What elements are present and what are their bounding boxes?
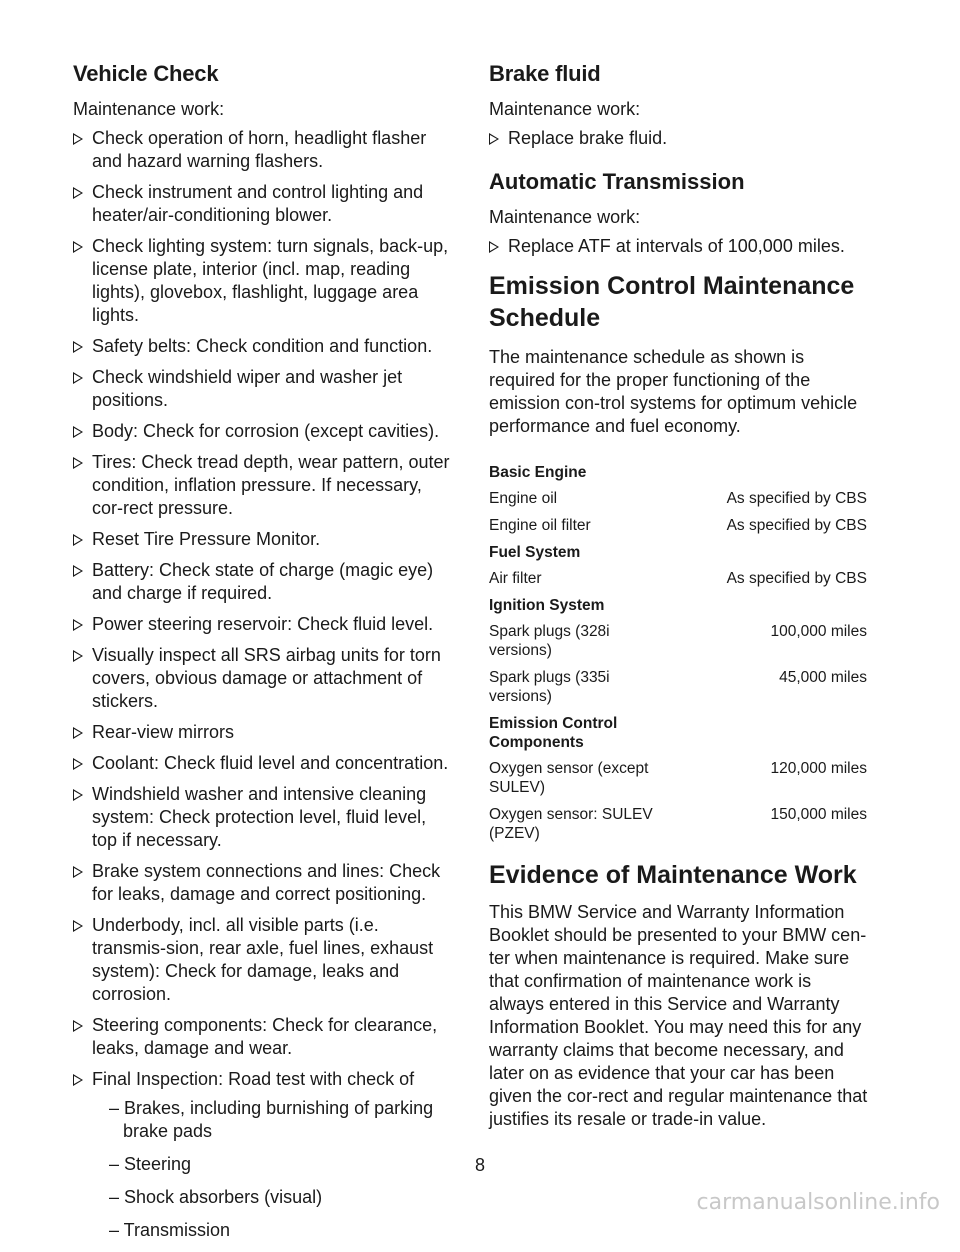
triangle-bullet-icon [73,1074,83,1086]
right-column [489,60,869,1131]
table-row: Oxygen sensor: SULEV (PZEV) 150,000 miles [489,806,867,842]
list-item: Brake system connections and lines: Check for leaks, damage and correct positioning. [73,860,453,906]
sub-list-item: – Shock absorbers (visual) [109,1187,323,1207]
list-item: Underbody, incl. all visible parts (i.e. transmis-sion, rear axle, fuel lines, exhaust system): Check for damage, leaks and corrosion. [73,914,453,1006]
section-ignition-system: Ignition System [489,597,605,614]
triangle-bullet-icon [73,457,83,469]
list-item: Check windshield wiper and washer jet positions. [73,366,453,412]
triangle-bullet-icon [73,619,83,631]
brake-fluid-intro: Maintenance work: [489,99,641,119]
vehicle-check-intro: Maintenance work: [73,99,225,119]
triangle-bullet-icon [73,133,83,145]
list-item: Tires: Check tread depth, wear pattern, outer condition, inflation pressure. If necessary, cor-rect pressure. [73,451,453,520]
list-item: Replace brake fluid. [489,127,869,150]
triangle-bullet-icon [73,866,83,878]
list-item: Battery: Check state of charge (magic eye) and charge if required. [73,559,453,605]
triangle-bullet-icon [73,727,83,739]
triangle-bullet-icon [489,133,499,145]
sub-list-item: – Steering [109,1154,192,1174]
page-number: 8 [474,1155,485,1175]
list-item: Coolant: Check fluid level and concentration. [73,752,453,775]
triangle-bullet-icon [73,789,83,801]
triangle-bullet-icon [73,758,83,770]
table-row: Spark plugs (335i versions) 45,000 miles [489,669,867,705]
triangle-bullet-icon [489,241,499,253]
table-row: Oxygen sensor (except SULEV) 120,000 miles [489,760,867,796]
sub-list-item: – Transmission [109,1220,231,1240]
list-item: Check instrument and control lighting and heater/air-conditioning blower. [73,181,453,227]
list-item: Final Inspection: Road test with check of – Brakes, including burnishing of parking brake pads – Steering – Shock absorbers (visual) – Transmission [73,1068,453,1242]
evidence-heading: Evidence of Maintenance Work [489,861,857,889]
list-item: Body: Check for corrosion (except cavities). [73,420,453,443]
brake-fluid-list [489,127,869,150]
triangle-bullet-icon [73,920,83,932]
emission-schedule-table [489,463,867,851]
list-item: Check operation of horn, headlight flasher and hazard warning flashers. [73,127,453,173]
section-fuel-system: Fuel System [489,544,581,561]
triangle-bullet-icon [73,341,83,353]
vehicle-check-list [73,127,453,1242]
list-item: Power steering reservoir: Check fluid level. [73,613,453,636]
triangle-bullet-icon [73,534,83,546]
list-item: Replace ATF at intervals of 100,000 miles. [489,235,869,258]
triangle-bullet-icon [73,426,83,438]
triangle-bullet-icon [73,241,83,253]
triangle-bullet-icon [73,372,83,384]
table-row: Engine oil As specified by CBS [489,490,867,507]
brake-fluid-heading: Brake fluid [489,61,601,86]
list-item: Rear-view mirrors [73,721,453,744]
left-column [73,60,453,1252]
atf-intro: Maintenance work: [489,207,641,227]
automatic-transmission-heading: Automatic Transmission [489,169,745,194]
table-row: Air filter As specified by CBS [489,570,867,587]
emission-control-heading: Emission Control Maintenance Schedule [489,272,855,332]
table-row: Engine oil filter As specified by CBS [489,517,867,534]
list-item: Safety belts: Check condition and function. [73,335,453,358]
list-item: Reset Tire Pressure Monitor. [73,528,453,551]
table-row: Spark plugs (328i versions) 100,000 miles [489,623,867,659]
triangle-bullet-icon [73,650,83,662]
list-item: Windshield washer and intensive cleaning system: Check protection level, fluid level, top if necessary. [73,783,453,852]
triangle-bullet-icon [73,1020,83,1032]
triangle-bullet-icon [73,187,83,199]
section-basic-engine: Basic Engine [489,464,587,481]
emission-paragraph: The maintenance schedule as shown is required for the proper functioning of the emission con-trol systems for optimum vehicle performance and fuel economy. [489,347,858,436]
triangle-bullet-icon [73,565,83,577]
list-item: Check lighting system: turn signals, back-up, license plate, interior (incl. map, reading lights), glovebox, flashlight, luggage area lights. [73,235,453,327]
vehicle-check-heading: Vehicle Check [73,61,219,86]
atf-list [489,235,869,258]
watermark-text: carmanualsonline.info [696,1190,940,1215]
evidence-paragraph: This BMW Service and Warranty Information Booklet should be presented to your BMW cen-ter when maintenance is required. Make sure that confirmation of maintenance work is always entered in this Service and Warranty Information Booklet. You may need this for any warranty claims that become necessary, and later on as evidence that your car has been given the cor-rect and regular maintenance that justifies its resale or trade-in value. [489,902,868,1129]
list-item: Visually inspect all SRS airbag units for torn covers, obvious damage or attachment of stickers. [73,644,453,713]
section-emission-components: Emission Control Components [489,715,618,751]
sub-list-item: – Brakes, including burnishing of parking brake pads [109,1098,434,1141]
list-item: Steering components: Check for clearance, leaks, damage and wear. [73,1014,453,1060]
